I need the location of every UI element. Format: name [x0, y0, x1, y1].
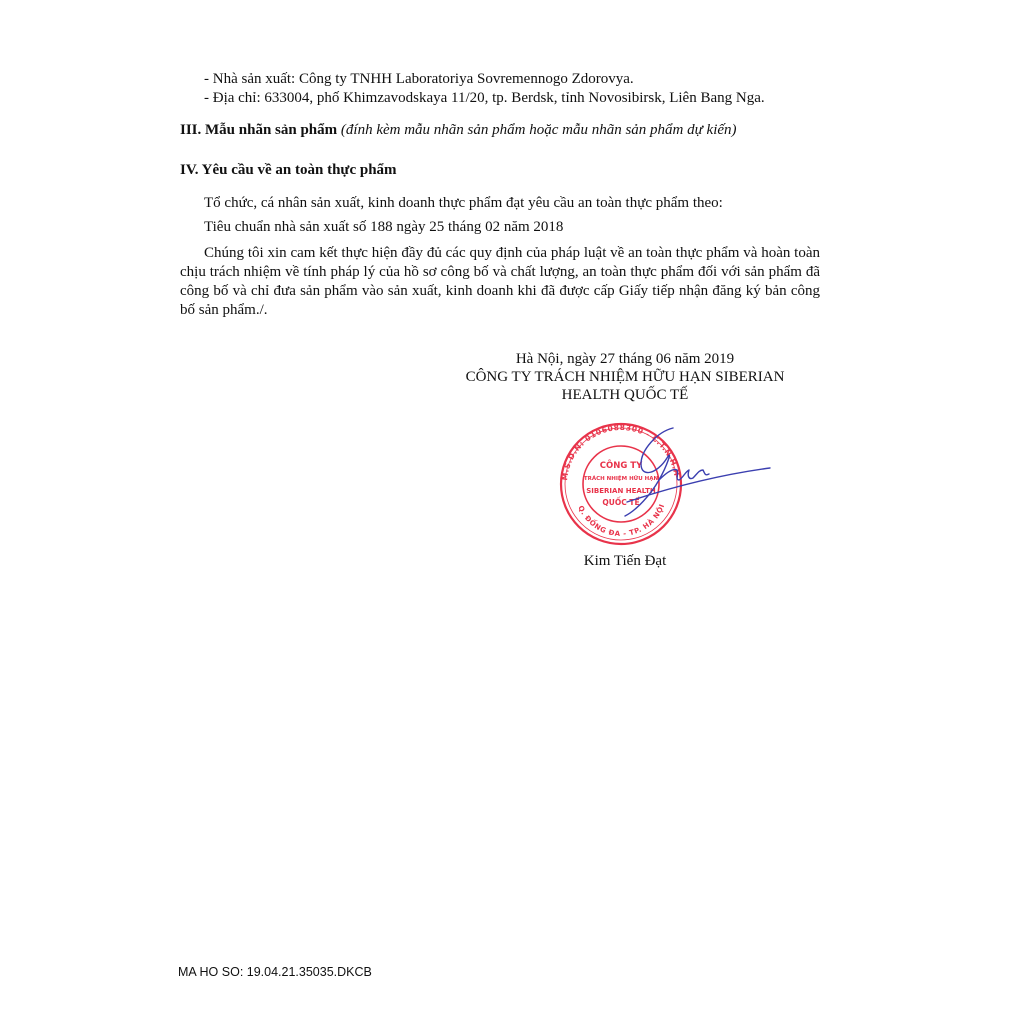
- signature-block: [440, 350, 810, 404]
- stamp-seal-icon: [555, 418, 780, 548]
- section-4-standard-line: Tiêu chuẩn nhà sản xuất số 188 ngày 25 tháng 02 năm 2018: [204, 219, 564, 235]
- section-4-requirement-line: Tổ chức, cá nhân sản xuất, kinh doanh thực phẩm đạt yêu cầu an toàn thực phẩm theo:: [204, 195, 723, 211]
- signer-name: Kim Tiến Đạt: [583, 553, 667, 569]
- section-3-title: III. Mẫu nhãn sản phẩm: [180, 122, 338, 138]
- dossier-code: MA HO SO: 19.04.21.35035.DKCB: [178, 965, 372, 979]
- commitment-paragraph: Chúng tôi xin cam kết thực hiện đầy đủ các quy định của pháp luật về an toàn thực phẩm và hoàn toàn chịu trách nhiệm về tính pháp lý của hồ sơ công bố và chất lượng, an toàn thực phẩm đối với sản phẩm đã công bố và chỉ đưa sản phẩm vào sản xuất, kinh doanh khi đã được cấp Giấy tiếp nhận đăng ký bản công bố sản phẩm./.: [180, 245, 820, 318]
- section-4-heading: IV. Yêu cầu về an toàn thực phẩm: [180, 162, 397, 178]
- section-3-heading: [180, 121, 737, 140]
- date-place: Hà Nội, ngày 27 tháng 06 năm 2019: [515, 351, 735, 367]
- company-name-line-2: HEALTH QUỐC TẾ: [561, 387, 689, 403]
- svg-text:TRÁCH NHIỆM HỮU HẠN: TRÁCH NHIỆM HỮU HẠN: [583, 476, 659, 482]
- svg-text:CÔNG TY: CÔNG TY: [599, 461, 643, 471]
- manufacturer-name-line: - Nhà sản xuất: Công ty TNHH Laboratoriya Sovremennogo Zdorovya.: [204, 71, 634, 87]
- svg-text:QUỐC TẾ: QUỐC TẾ: [602, 498, 640, 507]
- company-name-line-1: CÔNG TY TRÁCH NHIỆM HỮU HẠN SIBERIAN: [465, 369, 785, 385]
- manufacturer-address-line: - Địa chỉ: 633004, phố Khimzavodskaya 11/20, tp. Berdsk, tỉnh Novosibirsk, Liên Bang Nga.: [204, 90, 765, 106]
- svg-text:M.S.D.N: 0106088300 - C.T.N.H.: M.S.D.N: 0106088300 - C.T.N.H.H: [560, 422, 682, 481]
- company-stamp-and-signature: [555, 418, 780, 548]
- section-3-note: (đính kèm mẫu nhãn sản phẩm hoặc mẫu nhãn sản phẩm dự kiến): [340, 122, 737, 138]
- svg-text:SIBERIAN HEALTH: SIBERIAN HEALTH: [586, 487, 656, 495]
- svg-text:Q. ĐỐNG ĐA - TP. HÀ NỘI: Q. ĐỐNG ĐA - TP. HÀ NỘI: [576, 502, 667, 539]
